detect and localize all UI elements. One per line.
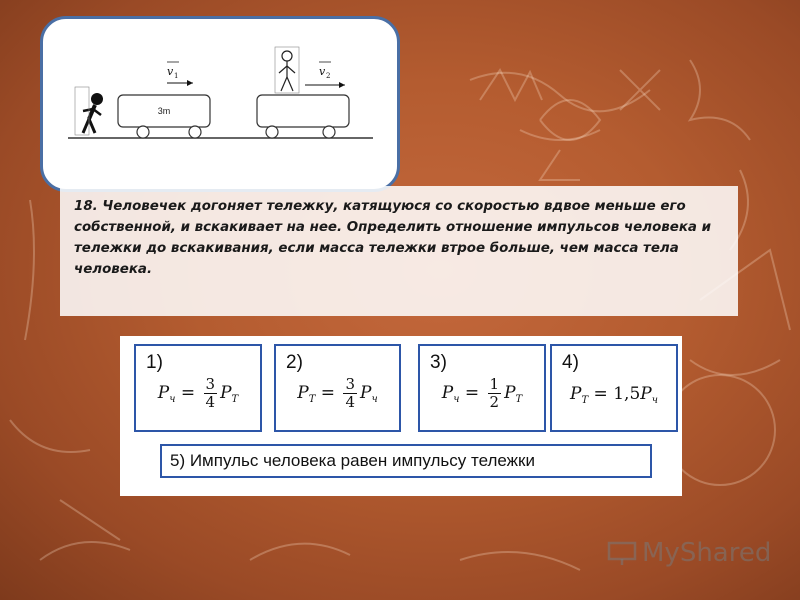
- answer-number: 1): [146, 352, 163, 373]
- problem-panel: [60, 186, 738, 316]
- formula: $P_T = 1,5P_ч$: [570, 384, 658, 406]
- v1-subscript: 1: [174, 72, 179, 80]
- answer-number: 2): [286, 352, 303, 373]
- formula: $P_T$ = $\frac{3}{4}$ $P_ч$: [297, 375, 378, 411]
- running-man-icon: [75, 87, 103, 135]
- answer-option-5[interactable]: 5) Импульс человека равен импульсу тележки: [160, 444, 652, 478]
- problem-text: 18. Человечек догоняет тележку, катящуюся со скоростью вдвое меньше его собственной, и вскакивает на нее. Определить отношение импульсов человека и тележки до вскакивания, если масса тележки втрое больше, чем масса тела человека.: [74, 199, 711, 277]
- answer-option-1[interactable]: [134, 344, 262, 432]
- diagram-panel: [40, 16, 400, 192]
- answer-option-3[interactable]: [418, 344, 546, 432]
- answer-option-2[interactable]: [274, 344, 401, 432]
- cart-diagram: [43, 19, 400, 192]
- answer-option-4[interactable]: [550, 344, 678, 432]
- answers-panel: [120, 336, 682, 496]
- answer-number: 4): [562, 352, 579, 373]
- formula: $P_ч$ = $\frac{1}{2}$ $P_T$: [441, 375, 523, 411]
- watermark: MyShared: [642, 538, 772, 568]
- formula: $P_ч$ = $\frac{3}{4}$ $P_T$: [157, 375, 239, 411]
- v2-subscript: 2: [326, 72, 331, 80]
- presentation-icon: [606, 540, 638, 566]
- cart-right-icon: [257, 95, 349, 138]
- mass-label: 3m: [157, 106, 171, 116]
- answer-number: 3): [430, 352, 447, 373]
- v1-label: v: [167, 65, 174, 78]
- standing-man-icon: [275, 47, 299, 93]
- v2-label: v: [319, 65, 326, 78]
- cart-left-icon: [118, 95, 210, 138]
